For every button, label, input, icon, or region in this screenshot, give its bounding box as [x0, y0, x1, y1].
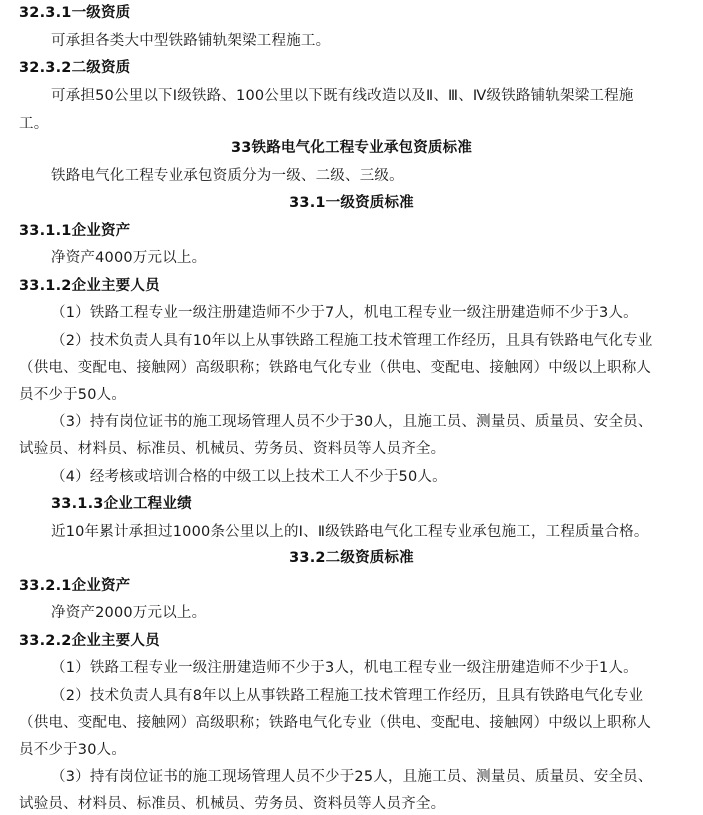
paragraph-line: （1）铁路工程专业一级注册建造师不少于3人，机电工程专业一级注册建造师不少于1人。: [51, 660, 638, 676]
paragraph-line: 铁路电气化工程专业承包资质分为一级、二级、三级。: [51, 168, 404, 184]
paragraph-line: 近10年累计承担过1000条公里以上的Ⅰ、Ⅱ级铁路电气化工程专业承包施工，工程质量合格。: [51, 524, 649, 540]
section-heading-32-3-1: 32.3.1一级资质: [19, 5, 131, 21]
section-heading-33-1-3: 33.1.3企业工程业绩: [51, 496, 192, 512]
paragraph-line: 可承担50公里以下Ⅰ级铁路、100公里以下既有线改造以及Ⅱ、Ⅲ、Ⅳ级铁路铺轨架梁工程施: [51, 88, 634, 104]
paragraph-line: 试验员、材料员、标准员、机械员、劳务员、资料员等人员齐全。: [19, 441, 446, 457]
paragraph-line: 净资产4000万元以上。: [51, 250, 207, 266]
paragraph-line: （2）技术负责人具有8年以上从事铁路工程施工技术管理工作经历，且具有铁路电气化专业: [51, 688, 644, 704]
paragraph-line: （4）经考核或培训合格的中级工以上技术工人不少于50人。: [51, 469, 447, 485]
paragraph-line: （1）铁路工程专业一级注册建造师不少于7人，机电工程专业一级注册建造师不少于3人。: [51, 305, 638, 321]
subtitle-33-1: 33.1一级资质标准: [289, 195, 414, 211]
paragraph-line: （2）技术负责人具有10年以上从事铁路工程施工技术管理工作经历，且具有铁路电气化专业: [51, 333, 653, 349]
paragraph-line: 可承担各类大中型铁路铺轨架梁工程施工。: [51, 33, 331, 49]
paragraph-line: （供电、变配电、接触网）高级职称；铁路电气化专业（供电、变配电、接触网）中级以上职称人: [19, 715, 652, 731]
paragraph-line: （供电、变配电、接触网）高级职称；铁路电气化专业（供电、变配电、接触网）中级以上职称人: [19, 360, 652, 376]
section-heading-33-2-2: 33.2.2企业主要人员: [19, 633, 160, 649]
paragraph-line: 员不少于30人。: [19, 742, 127, 758]
section-heading-33-2-1: 33.2.1企业资产: [19, 578, 131, 594]
section-heading-33-1-1: 33.1.1企业资产: [19, 223, 131, 239]
paragraph-line: （3）持有岗位证书的施工现场管理人员不少于25人，且施工员、测量员、质量员、安全员、: [51, 769, 653, 785]
paragraph-line: 净资产2000万元以上。: [51, 605, 207, 621]
section-heading-32-3-2: 32.3.2二级资质: [19, 60, 131, 76]
paragraph-line: 员不少于50人。: [19, 387, 127, 403]
subtitle-33-2: 33.2二级资质标准: [289, 550, 414, 566]
paragraph-line: （3）持有岗位证书的施工现场管理人员不少于30人，且施工员、测量员、质量员、安全员、: [51, 414, 653, 430]
section-heading-33-1-2: 33.1.2企业主要人员: [19, 278, 160, 294]
paragraph-line: 试验员、材料员、标准员、机械员、劳务员、资料员等人员齐全。: [19, 796, 446, 812]
chapter-title-33: 33铁路电气化工程专业承包资质标准: [230, 140, 473, 156]
paragraph-line: 工。: [19, 116, 49, 132]
